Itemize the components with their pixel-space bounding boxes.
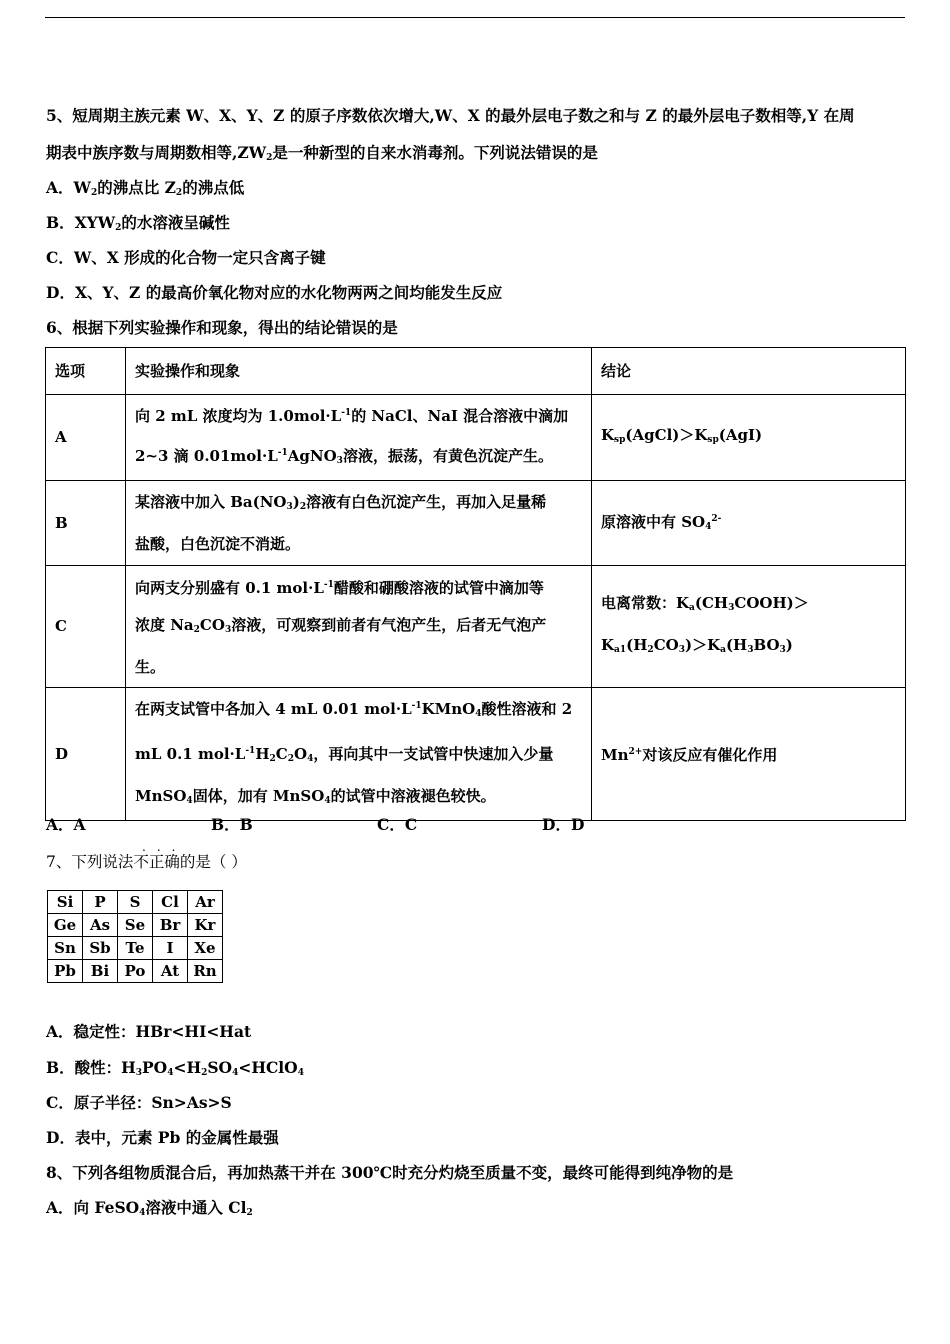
q8-option-a: A．向 FeSO$_4$溶液中通入 $Cl_2$ bbox=[46, 1198, 253, 1218]
pt-cell: Ar bbox=[188, 891, 223, 914]
q7-option-b: B．酸性：$H_3PO_4<H_2SO_4<HClO_4$ bbox=[46, 1058, 304, 1078]
q7-option-c: C．原子半径：Sn>As>S bbox=[46, 1093, 232, 1112]
pt-cell: Pb bbox=[48, 960, 83, 983]
pt-cell: Kr bbox=[188, 914, 223, 937]
row-a-label: A bbox=[46, 395, 126, 481]
q5-stem-line2: 期表中族序数与周期数相等$,ZW_2$是一种新型的自来水消毒剂。下列说法错误的是 bbox=[46, 143, 598, 163]
header-operation: 实验操作和现象 bbox=[126, 348, 592, 395]
header-conclusion: 结论 bbox=[592, 348, 906, 395]
row-b-conclusion: 原溶液中有 $SO_4^{2-}$ bbox=[592, 481, 906, 566]
pt-cell: Te bbox=[118, 937, 153, 960]
q6-option-a: A．A bbox=[46, 815, 86, 834]
pt-cell: Rn bbox=[188, 960, 223, 983]
q7-stem: 7、下列说法不正确的是（ ） bbox=[46, 853, 247, 871]
header-option: 选项 bbox=[46, 348, 126, 395]
row-b-label: B bbox=[46, 481, 126, 566]
pt-row bbox=[48, 937, 223, 960]
pt-cell: Ge bbox=[48, 914, 83, 937]
q5-option-d: D．X、Y、Z 的最高价氧化物对应的水化物两两之间均能发生反应 bbox=[46, 283, 503, 302]
row-c-label: C bbox=[46, 566, 126, 688]
q6-row-c bbox=[46, 566, 906, 688]
q6-stem: 6、根据下列实验操作和现象，得出的结论错误的是 bbox=[46, 318, 398, 337]
row-c-operation: 向两支分别盛有 0.1 $mol\cdot L^{-1}$醋酸和硼酸溶液的试管中滴加等 浓度 $Na_2CO_3$溶液，可观察到前者有气泡产生，后者无气泡产 生。 bbox=[126, 566, 592, 688]
pt-cell: Sn bbox=[48, 937, 83, 960]
pt-cell: Cl bbox=[153, 891, 188, 914]
q7-option-d: D．表中，元素 Pb 的金属性最强 bbox=[46, 1128, 279, 1147]
q8-stem: 8、下列各组物质混合后，再加热蒸干并在 300℃时充分灼烧至质量不变，最终可能得到纯净物的是 bbox=[46, 1163, 734, 1182]
pt-cell: Sb bbox=[83, 937, 118, 960]
q5-option-c: C．W、X 形成的化合物一定只含离子键 bbox=[46, 248, 326, 267]
q6-option-d: D．D bbox=[542, 815, 585, 834]
row-d-conclusion: $Mn^{2+}$对该反应有催化作用 bbox=[592, 688, 906, 821]
q7-emphasis: 不正确 bbox=[133, 853, 180, 871]
pt-cell: Si bbox=[48, 891, 83, 914]
pt-row bbox=[48, 960, 223, 983]
pt-row bbox=[48, 891, 223, 914]
q6-row-d bbox=[46, 688, 906, 821]
pt-cell: Bi bbox=[83, 960, 118, 983]
q6-header-row bbox=[46, 348, 906, 395]
pt-cell: Po bbox=[118, 960, 153, 983]
q6-row-a bbox=[46, 395, 906, 481]
pt-cell: S bbox=[118, 891, 153, 914]
pt-cell: I bbox=[153, 937, 188, 960]
q6-option-b: B．B bbox=[211, 815, 253, 834]
q5-stem-line1: 5、短周期主族元素 W、X、Y、Z 的原子序数依次增大,W、X 的最外层电子数之和与 Z 的最外层电子数相等,Y 在周 bbox=[46, 106, 855, 125]
q7-option-a: A．稳定性：HBr<HI<Hat bbox=[46, 1022, 252, 1041]
row-a-operation: 向 2 mL 浓度均为 $1.0mol\cdot L^{-1}$的 NaCl、NaI 混合溶液中滴加 2~3 滴 $0.01mol\cdot L^{-1}AgNO_3$溶液，振荡，有黄色沉淀产生。 bbox=[126, 395, 592, 481]
row-a-conclusion: $K_{sp}(AgCl)>K_{sp}(AgI)$ bbox=[592, 395, 906, 481]
pt-cell: Se bbox=[118, 914, 153, 937]
pt-row bbox=[48, 914, 223, 937]
q6-row-b bbox=[46, 481, 906, 566]
q6-option-c: C．C bbox=[377, 815, 418, 834]
top-rule bbox=[45, 17, 905, 18]
row-b-operation: 某溶液中加入 $Ba(NO_3)_2$溶液有白色沉淀产生，再加入足量稀 盐酸，白色沉淀不消逝。 bbox=[126, 481, 592, 566]
pt-cell: P bbox=[83, 891, 118, 914]
pt-cell: Br bbox=[153, 914, 188, 937]
pt-cell: As bbox=[83, 914, 118, 937]
pt-cell: At bbox=[153, 960, 188, 983]
q6-table bbox=[45, 347, 906, 821]
q5-option-b: B．$XYW_2$的水溶液呈碱性 bbox=[46, 213, 230, 233]
row-d-operation: 在两支试管中各加入 4 mL 0.01 $mol\cdot L^{-1}KMnO_4$酸性溶液和 2 mL 0.1 $mol\cdot L^{-1}H_2C_2O_4$，再向其中一支试管中快速加入少量 MnSO$_4$固体，加有 MnSO$_4$的试管中溶液褪色较快。 bbox=[126, 688, 592, 821]
emphasis-dots: ... bbox=[142, 840, 187, 854]
periodic-table-fragment bbox=[47, 890, 223, 983]
row-c-conclusion: 电离常数：$K_a(CH_3COOH)>$ $K_{a1}(H_2CO_3)>K_a(H_3BO_3)$ bbox=[592, 566, 906, 688]
pt-cell: Xe bbox=[188, 937, 223, 960]
q5-option-a: A．$W_2$的沸点比 $Z_2$的沸点低 bbox=[46, 178, 245, 198]
row-d-label: D bbox=[46, 688, 126, 821]
